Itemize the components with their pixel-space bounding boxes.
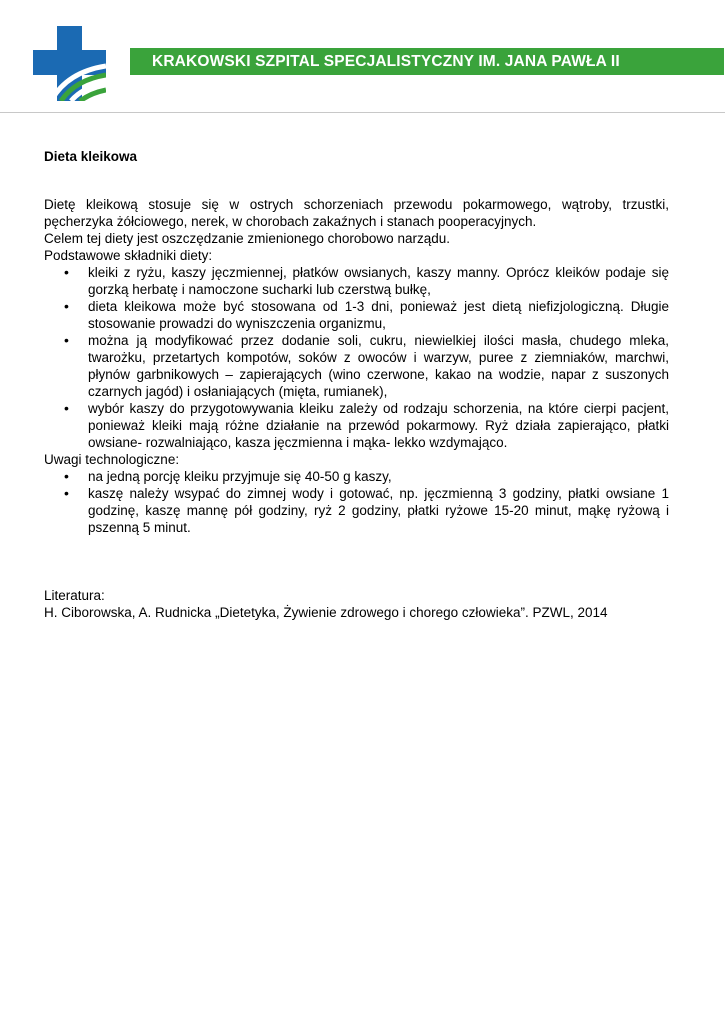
document-title: Dieta kleikowa xyxy=(44,149,138,164)
list-item: • kaszę należy wsypać do zimnej wody i gotować, np. jęczmienną 3 godziny, płatki owsiane 1 godzinę, kaszę mannę pół godziny, ryż 2 godziny, płatki ryżowe 15-20 minut, mąkę ryżową i pszenną 5 minut. xyxy=(44,485,669,536)
literature-section xyxy=(44,587,669,621)
hospital-cross-logo-icon xyxy=(33,26,106,101)
ingredients-heading: Podstawowe składniki diety: xyxy=(44,248,213,263)
tech-notes-list xyxy=(44,468,669,536)
list-item: • wybór kaszy do przygotowywania kleiku zależy od rodzaju schorzenia, na które cierpi pacjent, ponieważ kleiki mają różne działanie na przewód pokarmowy. Ryż działa zapierająco, płatki owsiane- rozwalniająco, kasza jęczmienna i mąka- lekko wzdymająco. xyxy=(44,400,669,451)
intro-goal: Celem tej diety jest oszczędzanie zmienionego chorobowo narządu. xyxy=(44,231,450,246)
literature-heading: Literatura: xyxy=(44,588,105,603)
list-item: • dieta kleikowa może być stosowana od 1-3 dni, ponieważ jest dietą niefizjologiczną. Długie stosowanie prowadzi do wyniszczenia organizmu, xyxy=(44,298,669,332)
list-item: • na jedną porcję kleiku przyjmuje się 40-50 g kaszy, xyxy=(44,468,669,485)
intro-paragraph: Dietę kleikową stosuje się w ostrych schorzeniach przewodu pokarmowego, wątroby, trzustki, pęcherzyka żółciowego, nerek, w chorobach zakaźnych i stanach pooperacyjnych. xyxy=(44,197,669,229)
hospital-name-banner: KRAKOWSKI SZPITAL SPECJALISTYCZNY IM. JANA PAWŁA II xyxy=(130,48,724,75)
ingredients-list xyxy=(44,264,669,451)
list-item: • kleiki z ryżu, kaszy jęczmiennej, płatków owsianych, kaszy manny. Oprócz kleików podaje się gorzką herbatę i namoczone sucharki lub czerstwą bułkę, xyxy=(44,264,669,298)
header-divider xyxy=(0,112,725,113)
document-body xyxy=(44,148,669,621)
tech-heading: Uwagi technologiczne: xyxy=(44,452,180,467)
list-item: • można ją modyfikować przez dodanie soli, cukru, niewielkiej ilości masła, chudego mleka, twarożku, przetartych kompotów, soków z owoców i warzyw, puree z ziemniaków, marchwi, płynów garbnikowych – zapierających (wino czerwone, kakao na wodzie, napar z suszonych czarnych jagód) i osłaniających (mięta, rumianek), xyxy=(44,332,669,400)
literature-reference: H. Ciborowska, A. Rudnicka „Dietetyka, Żywienie zdrowego i chorego człowieka”. PZWL, 2014 xyxy=(44,605,608,620)
page-header xyxy=(0,0,725,112)
